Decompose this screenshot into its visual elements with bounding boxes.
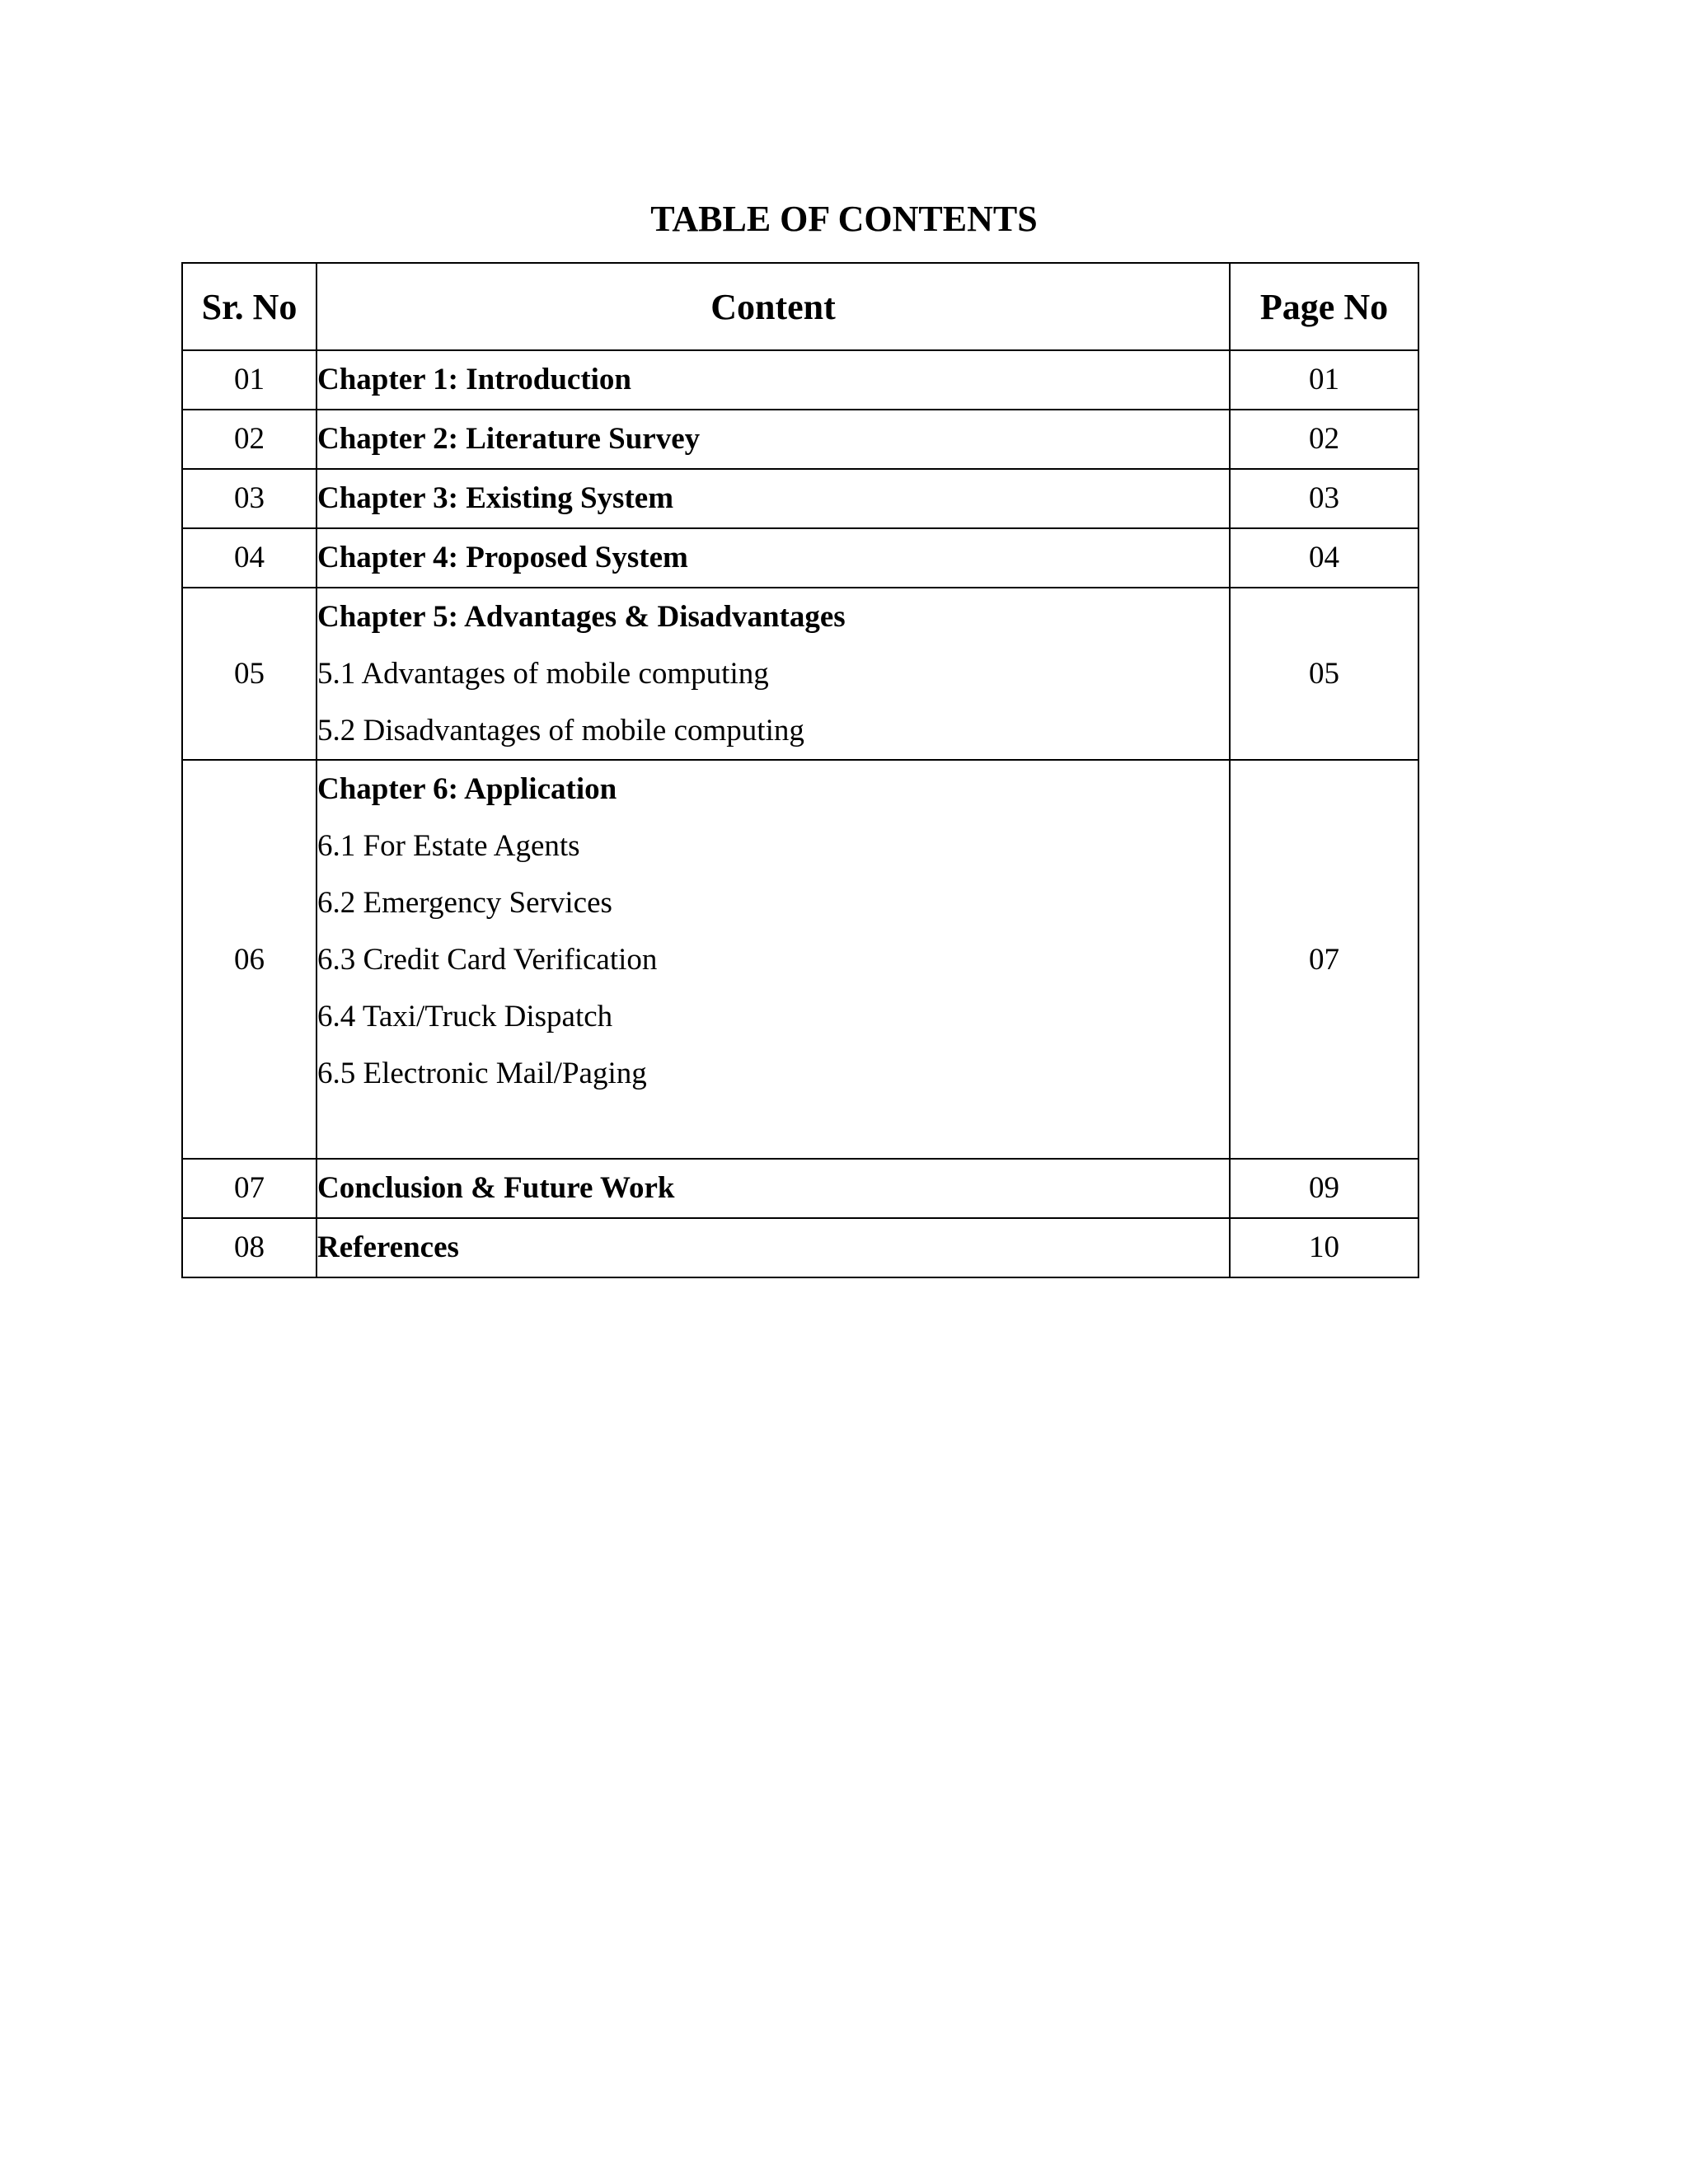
page-no-cell: 01 (1230, 350, 1418, 410)
chapter-title: Chapter 2: Literature Survey (317, 422, 701, 456)
header-sr-no: Sr. No (182, 263, 316, 350)
table-row (182, 760, 1418, 1159)
table-row (182, 588, 1418, 760)
page-no-cell: 07 (1230, 760, 1418, 1159)
chapter-title: Chapter 1: Introduction (317, 363, 632, 396)
page-no-cell: 02 (1230, 410, 1418, 469)
table-row (182, 1159, 1418, 1218)
header-page-no: Page No (1230, 263, 1418, 350)
chapter-title: Chapter 6: Application (317, 772, 617, 806)
table-row (182, 1218, 1418, 1277)
chapter-title: Chapter 4: Proposed System (317, 541, 688, 574)
content-cell (316, 350, 1230, 410)
sr-no-cell: 06 (182, 760, 316, 1159)
page-no-cell: 09 (1230, 1159, 1418, 1218)
chapter-title: Conclusion & Future Work (317, 1171, 675, 1205)
table-row (182, 528, 1418, 588)
sr-no-cell: 02 (182, 410, 316, 469)
content-cell (316, 528, 1230, 588)
sr-no-cell: 04 (182, 528, 316, 588)
page-title: TABLE OF CONTENTS (650, 199, 1038, 239)
chapter-title: References (317, 1230, 459, 1264)
section-item: 5.1 Advantages of mobile computing (317, 657, 769, 691)
table-row (182, 410, 1418, 469)
section-item: 5.2 Disadvantages of mobile computing (317, 714, 804, 748)
table-of-contents (181, 262, 1419, 1278)
sr-no-cell: 08 (182, 1218, 316, 1277)
content-cell (316, 1218, 1230, 1277)
page-no-cell: 05 (1230, 588, 1418, 760)
sr-no-cell: 01 (182, 350, 316, 410)
content-cell (316, 469, 1230, 528)
content-cell (316, 760, 1230, 1159)
section-item: 6.4 Taxi/Truck Dispatch (317, 1000, 613, 1033)
section-item: 6.1 For Estate Agents (317, 829, 580, 863)
page-no-cell: 03 (1230, 469, 1418, 528)
table-row (182, 350, 1418, 410)
content-cell (316, 410, 1230, 469)
section-item: 6.3 Credit Card Verification (317, 943, 658, 977)
content-cell (316, 1159, 1230, 1218)
sr-no-cell: 07 (182, 1159, 316, 1218)
sr-no-cell: 03 (182, 469, 316, 528)
header-content: Content (316, 263, 1230, 350)
header-row (182, 263, 1418, 350)
page-no-cell: 04 (1230, 528, 1418, 588)
section-item: 6.2 Emergency Services (317, 886, 612, 920)
page-no-cell: 10 (1230, 1218, 1418, 1277)
section-item: 6.5 Electronic Mail/Paging (317, 1057, 647, 1090)
sr-no-cell: 05 (182, 588, 316, 760)
chapter-title: Chapter 5: Advantages & Disadvantages (317, 600, 846, 634)
chapter-title: Chapter 3: Existing System (317, 481, 674, 515)
content-cell (316, 588, 1230, 760)
table-row (182, 469, 1418, 528)
